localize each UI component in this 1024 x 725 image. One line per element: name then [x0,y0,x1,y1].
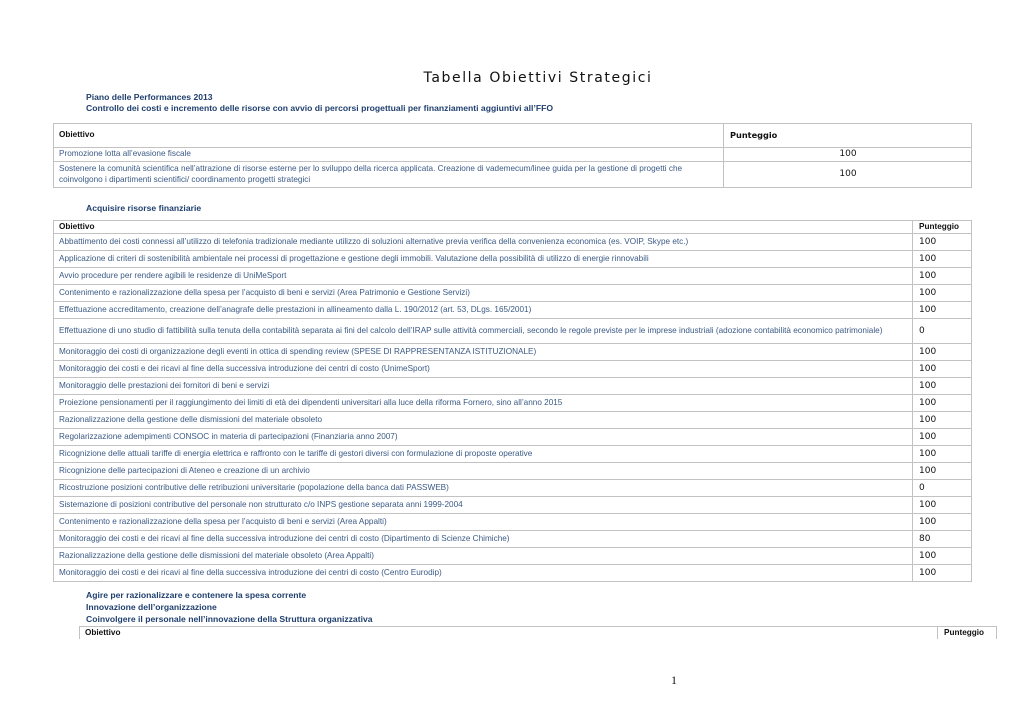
score-cell: 100 [724,162,972,188]
section3-heading-3: Coinvolgere il personale nell’innovazione della Struttura organizzativa [86,614,373,624]
objective-cell: Monitoraggio delle prestazioni dei fornitori di beni e servizi [54,378,913,395]
table-row [54,319,972,344]
score-cell: 100 [913,344,972,361]
table-row [54,378,972,395]
objective-cell: Promozione lotta all’evasione fiscale [54,148,724,162]
section2-heading: Acquisire risorse finanziarie [86,203,202,213]
table-row [54,412,972,429]
table-row [54,531,972,548]
section3-heading-2: Innovazione dell’organizzazione [86,602,217,612]
objective-cell: Effettuazione accreditamento, creazione dell’anagrafe delle prestazioni in allineamento dalla L. 190/2012 (art. 53, DLgs. 165/2001) [54,302,913,319]
objective-cell: Ricognizione delle attuali tariffe di energia elettrica e raffronto con le tariffe di gestori diversi con formulazione di proposte operative [54,446,913,463]
page-title: Tabella Obiettivi Strategici [423,70,653,86]
objective-cell: Contenimento e razionalizzazione della spesa per l’acquisto di beni e servizi (Area Patrimonio e Gestione Servizi) [54,285,913,302]
col-score-header: Punteggio [938,627,997,639]
objectives-table-3 [79,626,997,639]
plan-title: Piano delle Performances 2013 [86,92,213,102]
table-row [54,480,972,497]
table-row [54,395,972,412]
score-cell: 100 [913,548,972,565]
objective-cell: Applicazione di criteri di sostenibilità ambientale nei processi di progettazione e gestione degli immobili. Valutazione della possibilità di utilizzo di energie rinnovabili [54,251,913,268]
col-objective-header: Obiettivo [80,627,938,639]
score-cell: 100 [913,234,972,251]
objective-cell: Monitoraggio dei costi e dei ricavi al fine della successiva introduzione dei centri di costo (Centro Eurodip) [54,565,913,582]
table-row [54,548,972,565]
table-row [54,234,972,251]
objective-cell: Regolarizzazione adempimenti CONSOC in materia di partecipazioni (Finanziaria anno 2007) [54,429,913,446]
score-cell: 100 [913,251,972,268]
table-row [54,446,972,463]
objective-cell: Ricostruzione posizioni contributive delle retribuzioni universitarie (popolazione della banca dati PASSWEB) [54,480,913,497]
objective-cell: Monitoraggio dei costi e dei ricavi al fine della successiva introduzione dei centri di costo (UnimeSport) [54,361,913,378]
objective-cell: Effettuazione di uno studio di fattibilità sulla tenuta della contabilità separata ai fini del calcolo dell’IRAP sulle attività commerciali, secondo le regole previste per le imprese industriali (adozione contabilità economico patrimoniale) [54,319,913,344]
objective-cell: Razionalizzazione della gestione delle dismissioni del materiale obsoleto (Area Appalti) [54,548,913,565]
objectives-table-1 [53,123,972,188]
score-cell: 100 [913,497,972,514]
objectives-table-2 [53,220,972,582]
table-row [54,497,972,514]
table-row [54,285,972,302]
score-cell: 100 [913,395,972,412]
score-cell: 80 [913,531,972,548]
score-cell: 100 [913,378,972,395]
table-row [54,514,972,531]
score-cell: 100 [913,412,972,429]
table-row [54,251,972,268]
table-row [54,302,972,319]
score-cell: 0 [913,319,972,344]
page-number: 1 [671,673,677,687]
table-row [54,344,972,361]
section1-heading: Controllo dei costi e incremento delle risorse con avvio di percorsi progettuali per finanziamenti aggiuntivi all’FFO [86,103,554,113]
table-row [54,463,972,480]
col-score-header: Punteggio [913,221,972,234]
objective-cell: Abbattimento dei costi connessi all’utilizzo di telefonia tradizionale mediante utilizzo di soluzioni alternative previa verifica della convenienza economica (es. VOIP, Skype etc.) [54,234,913,251]
objective-cell: Proiezione pensionamenti per il raggiungimento dei limiti di età dei dipendenti universitari alla luce della riforma Fornero, sino all’anno 2015 [54,395,913,412]
col-objective-header: Obiettivo [54,221,913,234]
objective-cell: Ricognizione delle partecipazioni di Ateneo e creazione di un archivio [54,463,913,480]
objective-cell: Contenimento e razionalizzazione della spesa per l’acquisto di beni e servizi (Area Appalti) [54,514,913,531]
score-cell: 0 [913,480,972,497]
score-cell: 100 [913,429,972,446]
objective-cell: Razionalizzazione della gestione delle dismissioni del materiale obsoleto [54,412,913,429]
score-cell: 100 [913,565,972,582]
section3-heading-1: Agire per razionalizzare e contenere la spesa corrente [86,590,307,600]
score-cell: 100 [913,514,972,531]
score-cell: 100 [913,463,972,480]
score-cell: 100 [913,446,972,463]
objective-cell: Monitoraggio dei costi di organizzazione degli eventi in ottica di spending review (SPESE DI RAPPRESENTANZA ISTITUZIONALE) [54,344,913,361]
objective-cell: Avvio procedure per rendere agibili le residenze di UniMeSport [54,268,913,285]
score-cell: 100 [913,285,972,302]
objective-cell: Monitoraggio dei costi e dei ricavi al fine della successiva introduzione dei centri di costo (Dipartimento di Scienze Chimiche) [54,531,913,548]
table-row [54,268,972,285]
objective-cell: Sistemazione di posizioni contributive del personale non strutturato c/o INPS gestione separata anni 1999-2004 [54,497,913,514]
col-score-header: Punteggio [724,124,972,148]
table-row [54,429,972,446]
score-cell: 100 [913,268,972,285]
table-row [54,565,972,582]
table-row [54,148,972,162]
score-cell: 100 [913,302,972,319]
score-cell: 100 [913,361,972,378]
score-cell: 100 [724,148,972,162]
table-row [54,361,972,378]
col-objective-header: Obiettivo [54,124,724,148]
table-row [54,162,972,188]
objective-cell: Sostenere la comunità scientifica nell’attrazione di risorse esterne per lo sviluppo della ricerca applicata. Creazione di vademecum/linee guida per la gestione di progetti che coinvolgono i dipartimenti scientifici/ coordinamento progetti strategici [54,162,724,188]
